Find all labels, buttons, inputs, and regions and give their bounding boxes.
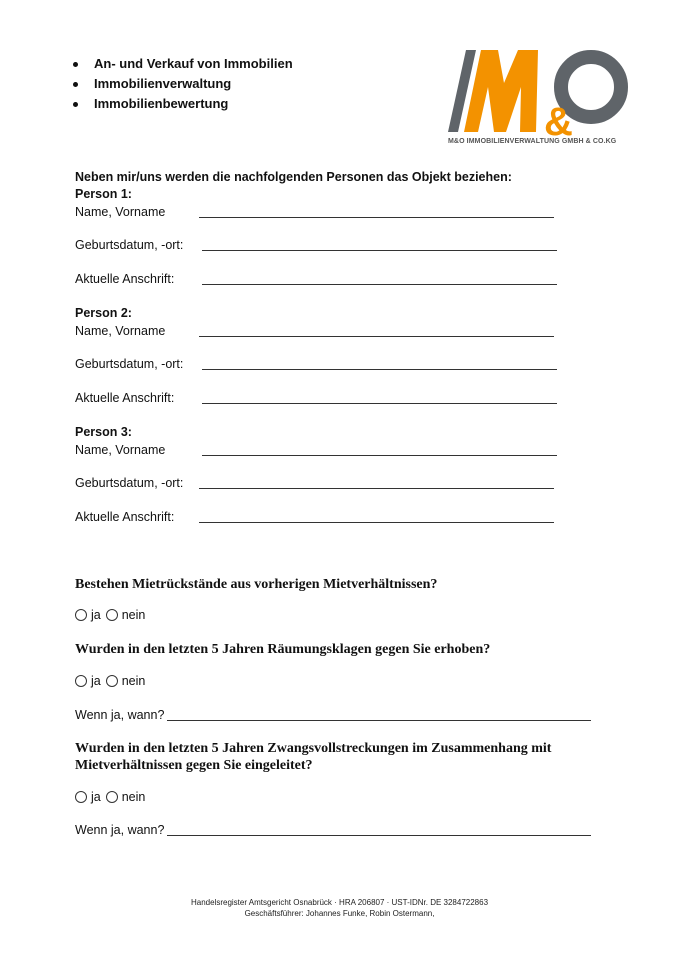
q3-ja-radio[interactable]	[75, 791, 87, 803]
company-logo	[448, 47, 633, 152]
q1-ja-label: ja	[91, 608, 101, 622]
q1-ja-radio[interactable]	[75, 609, 87, 621]
q3-ja-label: ja	[91, 790, 101, 804]
person-2-address-field[interactable]	[202, 403, 557, 404]
person-1-address-label: Aktuelle Anschrift:	[75, 272, 175, 286]
question-3: Wurden in den letzten 5 Jahren Zwangsvollstreckungen im Zusammenhang mit Mietverhältnissen gegen Sie eingeleitet?	[75, 741, 552, 773]
question-1-options	[75, 608, 150, 622]
person-3-name-field[interactable]	[202, 455, 557, 456]
question-1: Bestehen Mietrückstände aus vorherigen Mietverhältnissen?	[75, 577, 438, 592]
logo-ampersand: &	[544, 100, 573, 144]
person-1-name-label: Name, Vorname	[75, 205, 166, 219]
q1-nein-radio[interactable]	[106, 609, 118, 621]
q2-ja-radio[interactable]	[75, 675, 87, 687]
service-list	[73, 54, 293, 114]
person-1-address-field[interactable]	[202, 284, 557, 285]
q2-nein-radio[interactable]	[106, 675, 118, 687]
footer	[0, 897, 679, 919]
person-3-label: Person 3:	[75, 425, 132, 439]
bullet-icon	[73, 82, 78, 87]
person-2-name-label: Name, Vorname	[75, 324, 166, 338]
q3-nein-radio[interactable]	[106, 791, 118, 803]
q2-nein-label: nein	[121, 674, 146, 688]
question-3-options	[75, 790, 150, 804]
service-item: Immobilienverwaltung	[73, 74, 293, 94]
service-item: An- und Verkauf von Immobilien	[73, 54, 293, 74]
logo-m-orange	[464, 50, 538, 132]
person-2-name-field[interactable]	[199, 336, 554, 337]
person-2-birth-field[interactable]	[202, 369, 557, 370]
person-1-birth-label: Geburtsdatum, -ort:	[75, 238, 184, 252]
q3-followup-field[interactable]	[167, 835, 591, 836]
person-2-address-label: Aktuelle Anschrift:	[75, 391, 175, 405]
footer-management: Geschäftsführer: Johannes Funke, Robin Ostermann,	[244, 909, 435, 918]
logo-caption: M&O IMMOBILIENVERWALTUNG GMBH & CO.KG	[448, 138, 617, 145]
q3-followup-label: Wenn ja, wann?	[75, 823, 165, 837]
q2-followup-field[interactable]	[167, 720, 591, 721]
q2-ja-label: ja	[91, 674, 101, 688]
q1-nein-label: nein	[121, 608, 146, 622]
person-1-label: Person 1:	[75, 187, 132, 201]
person-3-name-label: Name, Vorname	[75, 443, 166, 457]
q3-nein-label: nein	[121, 790, 146, 804]
question-2-options	[75, 674, 150, 688]
person-2-birth-label: Geburtsdatum, -ort:	[75, 357, 184, 371]
person-3-birth-field[interactable]	[199, 488, 554, 489]
q2-followup-label: Wenn ja, wann?	[75, 708, 165, 722]
person-3-address-field[interactable]	[199, 522, 554, 523]
service-item: Immobilienbewertung	[73, 94, 293, 114]
bullet-icon	[73, 62, 78, 67]
person-1-birth-field[interactable]	[202, 250, 557, 251]
question-2: Wurden in den letzten 5 Jahren Räumungsklagen gegen Sie erhoben?	[75, 642, 491, 657]
person-1-name-field[interactable]	[199, 217, 554, 218]
person-2-label: Person 2:	[75, 306, 132, 320]
bullet-icon	[73, 102, 78, 107]
footer-register: Handelsregister Amtsgericht Osnabrück · HRA 206807 · UST-IDNr. DE 3284722863	[190, 898, 489, 907]
person-3-address-label: Aktuelle Anschrift:	[75, 510, 175, 524]
person-3-birth-label: Geburtsdatum, -ort:	[75, 476, 184, 490]
persons-intro: Neben mir/uns werden die nachfolgenden Personen das Objekt beziehen:	[75, 170, 512, 184]
